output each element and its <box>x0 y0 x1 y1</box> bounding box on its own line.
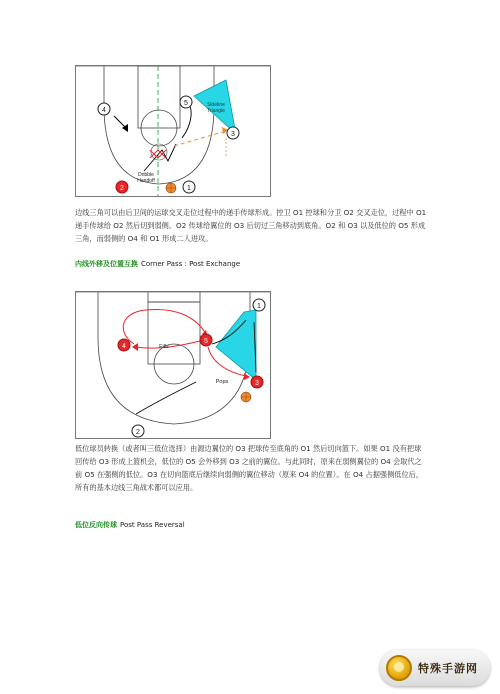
watermark-logo-icon <box>386 655 412 681</box>
player-4 <box>98 103 110 115</box>
paint <box>138 66 180 128</box>
svg-text:2: 2 <box>120 185 124 192</box>
triangle-label-line2: Triangle <box>207 108 225 114</box>
svg-text:1: 1 <box>187 185 191 192</box>
player-2 <box>116 181 128 193</box>
sideline-triangle-diagram <box>75 65 271 197</box>
heading-en: Corner Pass : Post Exchange <box>141 260 241 268</box>
basketball-icon <box>241 392 251 402</box>
svg-text:4: 4 <box>102 107 106 114</box>
player-1 <box>183 181 195 193</box>
svg-text:1: 1 <box>257 303 261 310</box>
heading-en: Post Pass Reversal <box>120 521 185 529</box>
svg-text:3: 3 <box>231 131 235 138</box>
handoff-label-line1: Dribble <box>138 172 154 178</box>
site-watermark <box>380 650 490 686</box>
paragraph-sideline-triangle: 边线三角可以由后卫间的运球交叉走位过程中的递手传球形成。控卫 O1 控球和分卫 O2 交叉走位，过程中 O1 递手传球给 O2 然后切到弱侧。O2 传球给翼位的 O3 后切过三角移动到底角。O2 和 O3 以及低位的 O5 形成三角，而弱侧的 O4 和 O1 形成二人进攻。 <box>75 208 427 243</box>
watermark-text: 特殊手游网 <box>418 662 478 675</box>
svg-text:5: 5 <box>184 100 188 107</box>
player-3 <box>227 127 239 139</box>
pops-label: Pops <box>215 379 229 385</box>
three-point-line <box>104 66 214 184</box>
player-4 <box>118 339 130 351</box>
move-arrow-4 <box>123 309 206 344</box>
section-heading-post-pass-reversal <box>75 520 185 530</box>
triangle-label-line1: Sideline <box>207 102 225 108</box>
basketball-icon <box>166 183 176 193</box>
heading-cn: 低位反向传球 <box>75 521 117 529</box>
svg-text:2: 2 <box>136 429 140 436</box>
svg-text:5: 5 <box>204 338 208 345</box>
handoff-label-line2: Handoff <box>137 178 155 184</box>
svg-text:4: 4 <box>122 343 126 350</box>
post-exchange-diagram <box>75 291 271 439</box>
player-5 <box>180 96 192 108</box>
player-1 <box>253 299 265 311</box>
paragraph-post-exchange: 低位球员转换（或者叫三低位选择）由源边翼位的 O3 把球传至底角的 O1 然后切向篮下。如果 O1 没有把球回传给 O3 形成上篮机会，低位的 O5 会外移到 O3 之前的翼位。与此同时，原来在弱侧翼位的 O4 会取代之前 O5 在强侧的低位。O3 在切向篮底后继续向弱侧的翼位移动（原来 O4 的位置）。在 O4 占据强侧低位后，所有的基本边线三角战术都可以应用。 <box>75 444 424 492</box>
player-2 <box>132 425 144 437</box>
svg-text:3: 3 <box>255 380 259 387</box>
player-5 <box>200 334 212 346</box>
court-diagram-2 <box>76 292 271 439</box>
player-3 <box>251 376 263 388</box>
fills-label: Fills <box>159 344 169 350</box>
heading-cn: 内线外移及位置互换 <box>75 260 138 268</box>
court-diagram-1 <box>76 66 271 197</box>
section-heading-corner-pass <box>75 259 240 269</box>
cut-arrow-4 <box>114 116 126 128</box>
dribble-path <box>144 144 176 171</box>
pass-arrow <box>174 131 226 146</box>
sideline-triangle-shape <box>216 310 256 380</box>
